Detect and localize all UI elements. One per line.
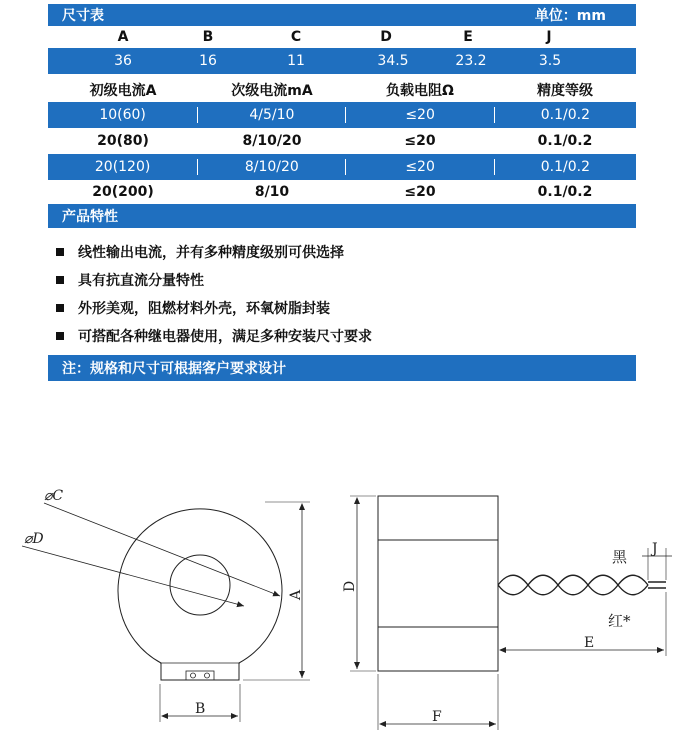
spec-header: 负载电阻Ω	[386, 83, 454, 99]
spec-cell: ≤20	[345, 107, 493, 123]
feature-text: 具有抗直流分量特性	[78, 273, 204, 289]
label-f: F	[432, 709, 442, 725]
spec-cell: 0.1/0.2	[494, 107, 636, 123]
spec-cell: 4/5/10	[197, 107, 345, 123]
dim-value: 34.5	[377, 53, 409, 69]
dim-header: J	[546, 29, 552, 45]
spec-cell: 0.1/0.2	[537, 184, 593, 200]
note-text: 注：规格和尺寸可根据客户要求设计	[62, 361, 286, 377]
dim-value: 16	[199, 53, 217, 69]
dim-header: B	[202, 29, 214, 45]
spec-header: 精度等级	[537, 83, 593, 99]
dim-header: A	[117, 29, 129, 45]
spec-cell: 8/10	[254, 184, 290, 200]
feature-text: 外形美观，阻燃材料外壳，环氧树脂封装	[78, 301, 330, 317]
unit-label: 单位：mm	[534, 8, 606, 24]
spec-header: 次级电流mA	[231, 83, 313, 99]
side-view-body	[378, 496, 498, 671]
dim-header: E	[463, 29, 473, 45]
spec-cell: 8/10/20	[242, 133, 302, 149]
dim-value: 23.2	[455, 53, 487, 69]
spec-cell: 10(60)	[99, 107, 146, 123]
spec-cell: 20(200)	[92, 184, 154, 200]
wire-black-label: 黑	[612, 548, 628, 566]
feature-text: 可搭配各种继电器使用，满足多种安装尺寸要求	[78, 329, 372, 345]
spec-cell: ≤20	[345, 159, 493, 175]
dim-value: 36	[114, 53, 132, 69]
spec-cell: 8/10/20	[197, 159, 345, 175]
size-table-title: 尺寸表	[62, 8, 104, 24]
spec-cell: ≤20	[404, 184, 436, 200]
feature-text: 线性输出电流，并有多种精度级别可供选择	[78, 245, 344, 261]
spec-header: 初级电流A	[89, 83, 157, 99]
dim-value: 11	[287, 53, 305, 69]
label-phi-c: ⌀C	[44, 488, 64, 504]
label-d: D	[342, 580, 358, 592]
dim-value: 3.5	[538, 53, 562, 69]
label-j: J	[652, 541, 658, 557]
spec-cell: 0.1/0.2	[494, 159, 636, 175]
spec-cell: ≤20	[404, 133, 436, 149]
spec-cell: 0.1/0.2	[537, 133, 593, 149]
spec-cell: 20(80)	[97, 133, 149, 149]
label-e: E	[584, 635, 595, 651]
label-a: A	[288, 589, 304, 600]
label-phi-d: ⌀D	[24, 531, 44, 547]
label-b: B	[195, 701, 206, 717]
dim-header: D	[380, 29, 392, 45]
dim-header: C	[290, 29, 302, 45]
spec-cell: 20(120)	[94, 159, 151, 175]
core-hole	[170, 555, 230, 615]
features-title: 产品特性	[62, 209, 118, 225]
wire-red-label: 红*	[608, 612, 631, 630]
